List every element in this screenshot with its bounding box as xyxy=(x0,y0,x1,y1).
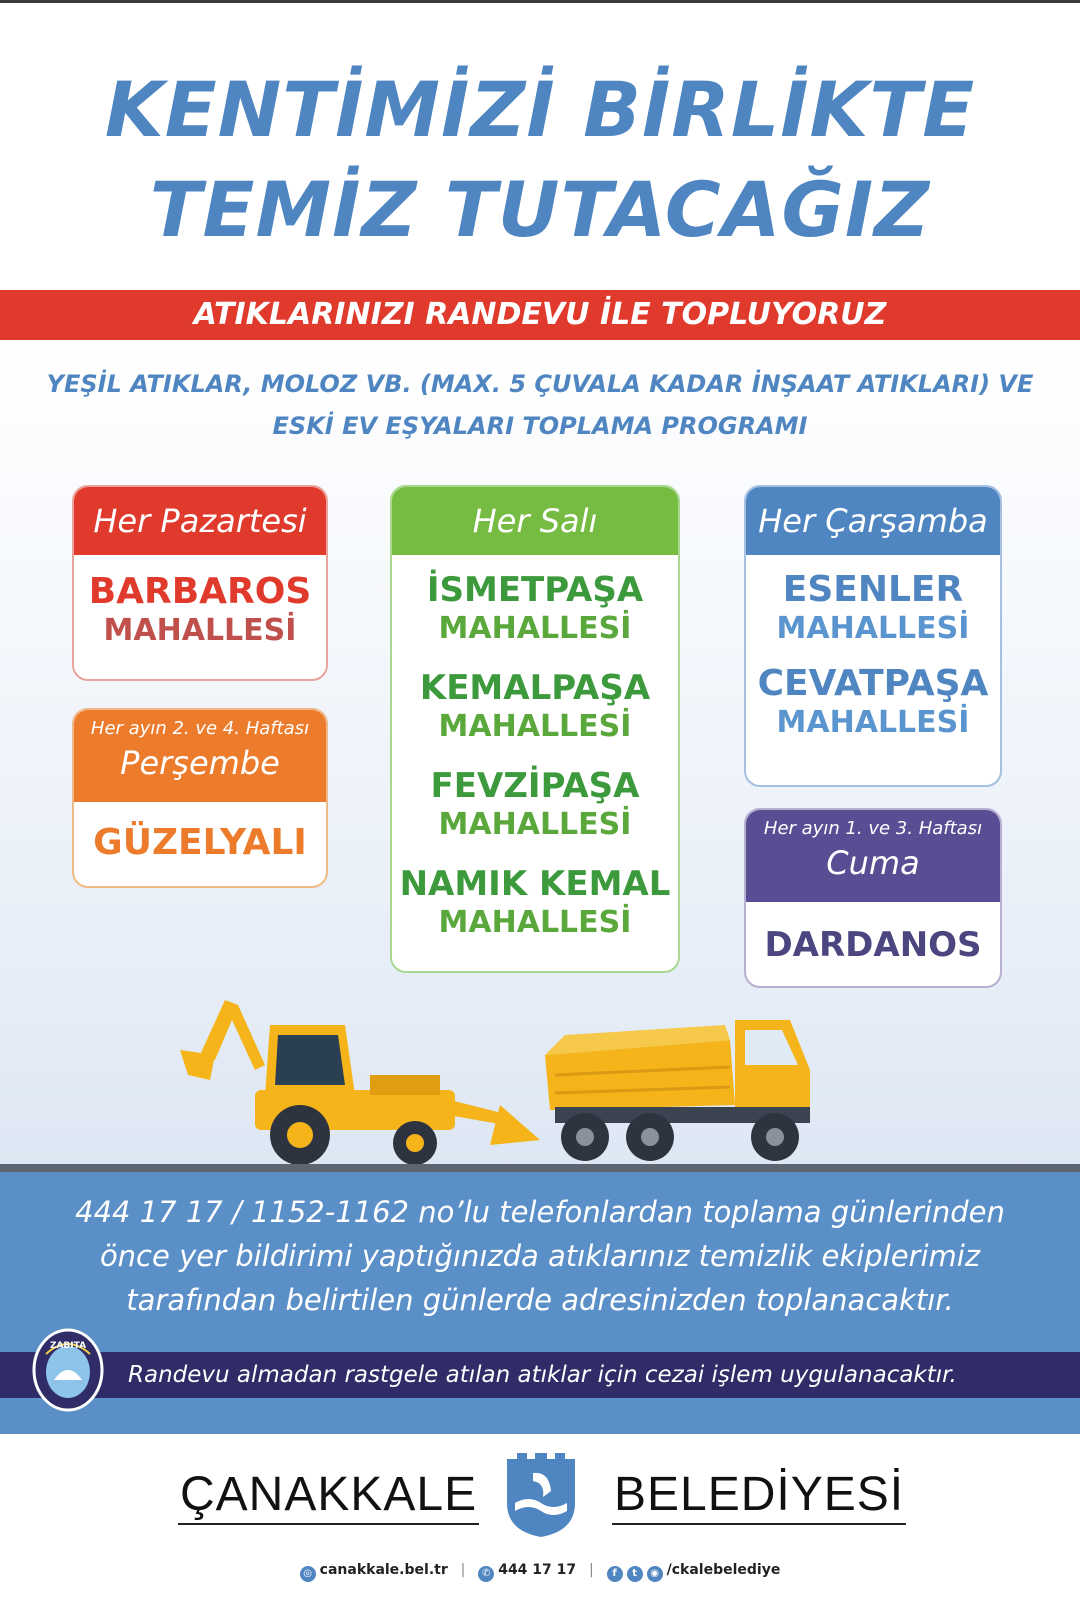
day-label: Her Çarşamba xyxy=(758,502,988,540)
neighborhood-name: CEVATPAŞA xyxy=(757,663,989,704)
municipality-word: BELEDİYESİ xyxy=(612,1467,906,1525)
phone-number[interactable]: 444 17 17 xyxy=(498,1562,577,1578)
neighborhood-name: NAMIK KEMAL xyxy=(399,864,671,904)
dump-truck-icon xyxy=(545,1020,810,1161)
schedule-card-tuesday xyxy=(390,485,680,973)
headline xyxy=(0,60,1080,260)
zabita-text: ZABITA xyxy=(49,1341,87,1351)
contact-info-line-1: 444 17 17 / 1152-1162 no’lu telefonlardan toplama günlerinden xyxy=(75,1195,1005,1229)
headline-line-1: KENTİMİZİ BİRLİKTE xyxy=(104,65,976,154)
globe-icon: ◎ xyxy=(300,1566,316,1582)
neighborhood-suffix: MAHALLESİ xyxy=(438,905,632,940)
card-header xyxy=(74,710,326,802)
facebook-icon: f xyxy=(607,1566,623,1582)
city-name: ÇANAKKALE xyxy=(178,1467,479,1525)
municipality-crest-icon xyxy=(503,1451,579,1539)
card-body xyxy=(746,555,1000,741)
contact-info-line-3: tarafından belirtilen günlerde adresinizden toplanacaktır. xyxy=(126,1283,954,1317)
separator: | xyxy=(589,1562,594,1578)
contact-info-line-2: önce yer bildirimi yaptığınızda atıklarınız temizlik ekiplerimiz xyxy=(99,1239,981,1273)
neighborhood-suffix: MAHALLESİ xyxy=(776,611,970,646)
neighborhood-name: FEVZİPAŞA xyxy=(430,766,640,806)
card-header xyxy=(746,810,1000,902)
subtitle-line-2: ESKİ EV EŞYALARI TOPLAMA PROGRAMI xyxy=(272,412,808,440)
top-border xyxy=(0,0,1080,3)
penalty-warning: Randevu almadan rastgele atılan atıklar için cezai işlem uygulanacaktır. xyxy=(0,1352,1080,1398)
neighborhood-suffix: MAHALLESİ xyxy=(103,613,297,648)
banner: ATIKLARINIZI RANDEVU İLE TOPLUYORUZ xyxy=(0,290,1080,340)
day-label: Cuma xyxy=(826,844,920,882)
neighborhood-name: ESENLER xyxy=(782,569,964,610)
website-link[interactable]: canakkale.bel.tr xyxy=(319,1562,448,1578)
social-handle[interactable]: /ckalebelediye xyxy=(666,1562,781,1578)
card-body xyxy=(746,902,1000,966)
neighborhood-suffix: MAHALLESİ xyxy=(438,611,632,646)
neighborhood-suffix: MAHALLESİ xyxy=(776,705,970,740)
neighborhood-item xyxy=(392,667,678,745)
backhoe-loader-icon xyxy=(180,1000,540,1165)
construction-vehicles-illustration xyxy=(170,995,850,1170)
neighborhood-item xyxy=(392,765,678,843)
neighborhood-name: GÜZELYALI xyxy=(93,822,307,863)
neighborhood-name: DARDANOS xyxy=(764,925,982,965)
card-header xyxy=(746,487,1000,555)
schedule-card-wednesday xyxy=(744,485,1002,787)
neighborhood-name: BARBAROS xyxy=(88,571,312,612)
frequency-note: Her ayın 1. ve 3. Haftası xyxy=(763,818,983,839)
card-header xyxy=(74,487,326,555)
neighborhood-suffix: MAHALLESİ xyxy=(438,709,632,744)
separator: | xyxy=(460,1562,466,1578)
neighborhood-item xyxy=(392,569,678,647)
schedule-card-thursday xyxy=(72,708,328,888)
headline-line-2: TEMİZ TUTACAĞIZ xyxy=(149,165,931,254)
neighborhood-suffix: MAHALLESİ xyxy=(438,807,632,842)
zabita-emblem-icon xyxy=(32,1320,104,1412)
subtitle xyxy=(40,363,1040,447)
neighborhood-item xyxy=(392,863,678,941)
phone-icon: ✆ xyxy=(478,1566,494,1582)
twitter-icon: t xyxy=(627,1566,643,1582)
card-body xyxy=(392,555,678,941)
subtitle-line-1: YEŞİL ATIKLAR, MOLOZ VB. (MAX. 5 ÇUVALA KADAR İNŞAAT ATIKLARI) VE xyxy=(46,370,1034,398)
neighborhood-name: KEMALPAŞA xyxy=(419,668,651,708)
neighborhood-item xyxy=(746,569,1000,647)
neighborhood-name: İSMETPAŞA xyxy=(426,570,644,610)
instagram-icon: ◉ xyxy=(647,1566,663,1582)
footer-links xyxy=(0,1562,1080,1582)
day-label: Her Salı xyxy=(472,502,598,540)
neighborhood-item xyxy=(746,663,1000,741)
schedule-card-monday xyxy=(72,485,328,681)
card-header xyxy=(392,487,678,555)
schedule-card-friday xyxy=(744,808,1002,988)
card-body xyxy=(74,802,326,864)
day-label: Perşembe xyxy=(120,744,280,782)
card-body xyxy=(74,555,326,649)
frequency-note: Her ayın 2. ve 4. Haftası xyxy=(90,718,310,739)
road-line xyxy=(0,1164,1080,1172)
day-label: Her Pazartesi xyxy=(93,502,307,540)
footer-logo xyxy=(0,1445,1080,1545)
contact-info xyxy=(40,1190,1040,1322)
